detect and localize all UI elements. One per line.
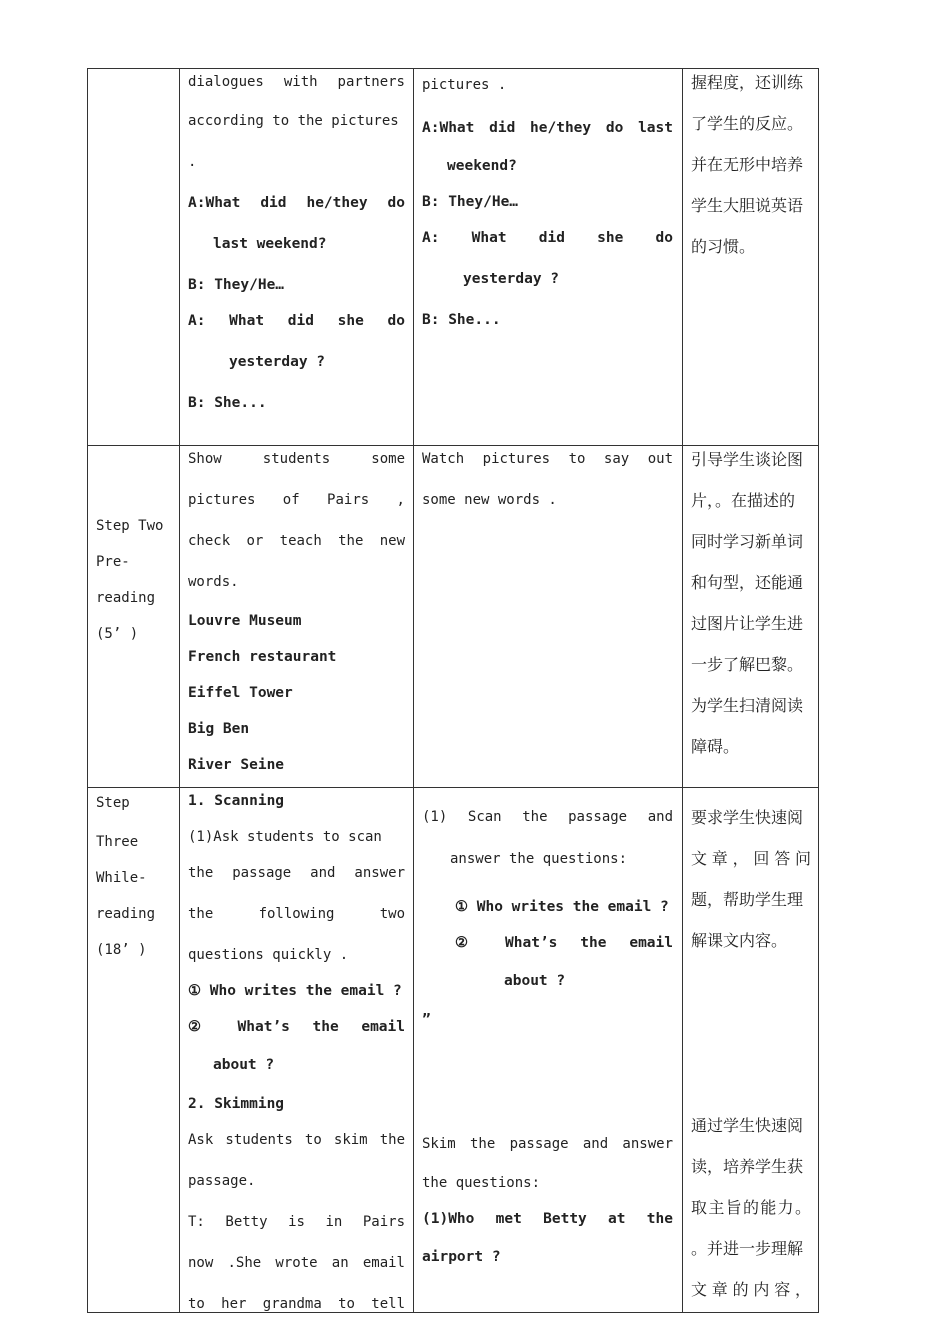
section-title: 1. Scanning [188,793,285,809]
aim-line: 要求学生快速阅 [691,808,804,827]
text-line: according to the pictures [188,113,399,129]
dialogue-line: A:What did he/they do last [422,120,673,136]
aim-line: 障碍。 [691,737,740,756]
text-line: (1)Ask students to scan [188,829,382,845]
text-line: check or teach the new [188,533,405,549]
step-line: reading [96,906,156,922]
row1-student-activity [422,62,673,338]
text-line: the following two [188,906,405,922]
aim-line: 文章的内容， [691,1280,811,1299]
question-line: ① Who writes the email ? [188,983,402,999]
row2-aim [691,439,811,767]
dialogue-line: B: She... [188,395,267,411]
text-line: words. [188,574,239,590]
question-line: about ? [213,1057,275,1073]
row1-teacher-activity [188,62,405,421]
column-divider [179,68,180,1313]
aim-line: 解课文内容。 [691,931,788,950]
row3-teacher-activity [188,783,405,1322]
vocab-word: River Seine [188,757,285,773]
text-line: Skim the passage and answer [422,1136,673,1152]
section-title: 2. Skimming [188,1096,285,1112]
row2-student-activity [422,439,673,521]
dialogue-line: B: They/He… [188,277,285,293]
text-line: answer the questions: [450,851,628,867]
text-line: now .She wrote an email [188,1255,405,1271]
dialogue-line: A: What did she do [188,313,405,329]
text-line: pictures . [422,77,507,93]
dialogue-line: A: What did she do [422,230,673,246]
text-line: T: Betty is in Pairs [188,1214,405,1230]
aim-line: 并在无形中培养 [691,155,804,174]
step-line: Step [96,795,130,811]
step-line: While- [96,870,147,886]
row2-step [96,508,176,652]
row2-teacher-activity [188,439,405,783]
spacer [422,1038,673,1124]
text-line: Ask students to skim the [188,1132,405,1148]
question-line: ① Who writes the email ? [455,899,669,915]
aim-line: 握程度，还训练 [691,73,804,92]
aim-line: 了学生的反应。 [691,114,804,133]
text-line: some new words . [422,492,557,508]
text-line: to her grandma to tell [188,1296,405,1312]
aim-line: 学生大胆说英语 [691,196,804,215]
dialogue-line: A:What did he/they do [188,195,405,211]
row3-aim [691,797,811,1310]
column-divider [413,68,414,1313]
text-line: the questions: [422,1175,541,1191]
dialogue-line: yesterday ? [463,271,560,287]
aim-line: 片，。在描述的 [691,491,796,510]
question-line: (1)Who met Betty at the [422,1211,673,1227]
step-line: Pre- [96,554,130,570]
aim-line: 题，帮助学生理 [691,890,804,909]
lesson-plan-table [87,68,819,1313]
row3-step [96,783,176,968]
table-border-right [818,68,819,1313]
text-line: (1) Scan the passage and [422,809,673,825]
text-line: the passage and answer [188,865,405,881]
step-line: (5’ ) [96,626,139,642]
row3-student-activity [422,797,673,1278]
question-line: about ? [504,973,566,989]
aim-line: 读，培养学生获 [691,1157,804,1176]
aim-line: 文章，回答问 [691,849,811,868]
question-line: ② What’s the email [188,1019,405,1035]
step-line: (18’ ) [96,942,147,958]
text-line: Watch pictures to say out [422,451,673,467]
dialogue-line: B: They/He… [422,194,519,210]
quote-mark: ” [422,1012,431,1028]
aim-line: 的习惯。 [691,237,756,256]
aim-line: 。并进一步理解 [691,1239,804,1258]
vocab-word: Big Ben [188,721,250,737]
text-line: passage. [188,1173,256,1189]
aim-line: 为学生扫清阅读 [691,696,804,715]
aim-line: 同时学习新单词 [691,532,804,551]
dialogue-line: B: She... [422,312,501,328]
aim-line: 通过学生快速阅 [691,1116,804,1135]
aim-line: 取主旨的能力。 [691,1198,811,1217]
spacer [691,961,811,1105]
dialogue-line: weekend? [447,158,517,174]
aim-line: 引导学生谈论图 [691,450,804,469]
text-line: . [188,154,197,170]
table-border-left [87,68,88,1313]
text-line: questions quickly . [188,947,349,963]
question-line: ② What’s the email [455,935,673,951]
dialogue-line: last weekend? [213,236,327,252]
vocab-word: Eiffel Tower [188,685,293,701]
aim-line: 一步了解巴黎。 [691,655,804,674]
step-line: Step Two [96,518,164,534]
question-line: airport ? [422,1249,501,1265]
text-line: Show students some [188,451,405,467]
dialogue-line: yesterday ? [229,354,326,370]
step-line: Three [96,834,139,850]
text-line: dialogues with partners [188,74,405,90]
aim-line: 过图片让学生进 [691,614,804,633]
step-line: reading [96,590,156,606]
column-divider [682,68,683,1313]
aim-line: 和句型，还能通 [691,573,804,592]
vocab-word: Louvre Museum [188,613,302,629]
row1-aim [691,62,811,267]
text-line: pictures of Pairs , [188,492,405,508]
vocab-word: French restaurant [188,649,337,665]
